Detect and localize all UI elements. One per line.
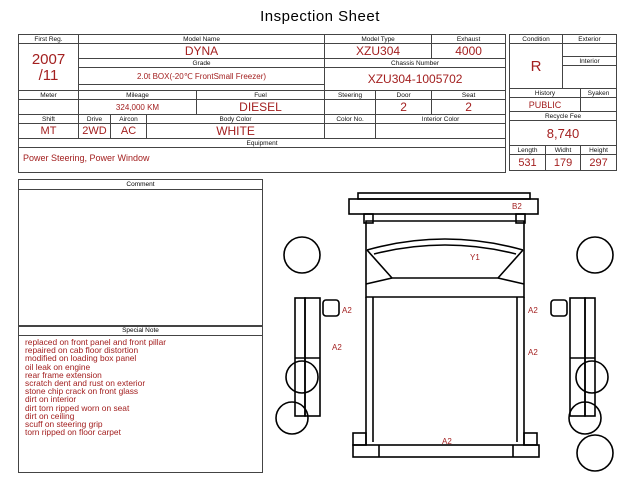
first-reg-cell [19,44,79,91]
wheel-front-right [576,361,608,393]
fuel-value: DIESEL [197,100,325,115]
meter-label: Meter [19,91,79,100]
meter-value [19,100,79,115]
length-label: Length [510,146,546,155]
exhaust-label: Exhaust [432,35,506,44]
sheet-title: Inspection Sheet [260,8,380,25]
mirror-left [323,300,339,316]
seat-value: 2 [432,100,506,115]
exhaust-value: 4000 [432,44,506,59]
front-step-right [524,433,537,445]
steering-value [325,100,376,115]
comment-label: Comment [19,180,262,190]
exterior-label: Exterior [563,35,617,44]
shift-label: Shift [19,115,79,124]
damage-mark-right-upper: A2 [528,306,538,315]
cab-outline [366,221,524,297]
height-label: Height [581,146,617,155]
wheel-front-right-outer [577,435,613,471]
steering-label: Steering [325,91,376,100]
condition-table [509,34,617,89]
length-value: 531 [510,155,546,171]
special-note-item: replaced on front panel and front pillar [25,337,167,347]
rear-bumper [358,193,530,199]
mileage-label: Mileage [79,91,197,100]
shift-value: MT [19,124,79,139]
equipment-value: Power Steering, Power Window [23,153,150,163]
seat-label: Seat [432,91,506,100]
left-cab-panel [295,298,305,416]
comment-box [18,179,263,327]
special-note-item: oil leak on engine [25,361,91,372]
grade-label: Grade [79,59,325,68]
special-note-label: Special Note [19,326,262,336]
syaken-label: Syaken [581,89,617,98]
wheel-rear-left [284,237,320,273]
damage-mark-front: A2 [442,437,452,446]
chassis-number-label: Chassis Number [325,59,506,68]
fuel-label: Fuel [197,91,325,100]
grade-value: 2.0t BOX(-20℃ FrontSmall Freezer) [79,68,325,85]
interior-label: Interior [563,57,617,66]
mirror-right [551,300,567,316]
interior-color-label: Interior Color [376,115,506,124]
special-note-item: torn ripped on floor carpet [25,427,121,438]
wheel-front-left [286,361,318,393]
wheel-rear-right [577,237,613,273]
history-table [509,88,617,171]
width-value: 179 [546,155,581,171]
condition-label: Condition [510,35,563,44]
aircon-label: Aircon [111,115,147,124]
windshield [367,250,523,278]
wheel-spare-left [276,402,308,434]
right-body-panel [570,298,585,416]
damage-mark-left-upper: A2 [342,306,352,315]
equipment-label: Equipment [19,139,506,148]
aircon-value: AC [111,124,147,139]
drive-label: Drive [79,115,111,124]
color-no-label: Color No. [325,115,376,124]
special-note-item: scratch dent and rust on exterior [25,378,146,389]
model-type-value: XZU304 [325,44,432,59]
damage-mark-rear: B2 [512,202,522,211]
chassis-number-value: XZU304-1005702 [325,68,506,91]
special-note-item: scuff on steering grip [25,419,103,430]
equipment-cell [19,148,506,173]
door-value: 2 [376,100,432,115]
recycle-fee-label: Recycle Fee [510,112,617,121]
condition-value: R [510,44,563,89]
width-label: Widht [546,146,581,155]
right-cab-panel [585,298,595,416]
history-label: History [510,89,581,98]
special-note-item: stone chip crack on front glass [25,386,139,397]
front-bumper [353,445,539,457]
damage-mark-left-lower: A2 [332,343,342,352]
special-note-item: modified on loading box panel [25,353,137,364]
interior-color-value [376,124,506,139]
model-name-value: DYNA [79,44,325,59]
special-note-item: repaired on cab floor distortion [25,345,139,356]
special-note-item: dirt on interior [25,394,77,405]
body-color-value: WHITE [147,124,325,139]
truck-diagram [270,180,640,480]
hood-line [366,278,524,284]
model-type-label: Model Type [325,35,432,44]
history-value: PUBLIC [510,98,581,112]
first-reg-year: 2007 [31,51,66,68]
height-value: 297 [581,155,617,171]
recycle-fee-value: 8,740 [510,121,617,146]
first-reg-month: /11 [38,67,59,84]
left-body-panel [305,298,320,416]
front-step-left [353,433,366,445]
color-no-value [325,124,376,139]
door-label: Door [376,91,432,100]
windshield-inner [374,245,516,254]
special-note-item: rear frame extension [25,369,102,380]
model-name-label: Model Name [79,35,325,44]
vehicle-info-table [18,34,506,173]
special-note-box [18,325,263,473]
mileage-value: 324,000 KM [79,100,197,115]
drive-value: 2WD [79,124,111,139]
special-note-item: dirt on ceiling [25,410,75,421]
exterior-value [563,44,617,57]
interior-value [563,66,617,89]
rear-panel [349,199,538,214]
comment-value [19,190,262,192]
body-color-label: Body Color [147,115,325,124]
damage-mark-roof: Y1 [470,253,480,262]
syaken-value [581,98,617,112]
damage-mark-right-lower: A2 [528,348,538,357]
special-note-item: dirt torn ripped worn on seat [25,402,130,413]
special-note-list [19,336,262,436]
first-reg-label: First Reg. [19,35,79,44]
